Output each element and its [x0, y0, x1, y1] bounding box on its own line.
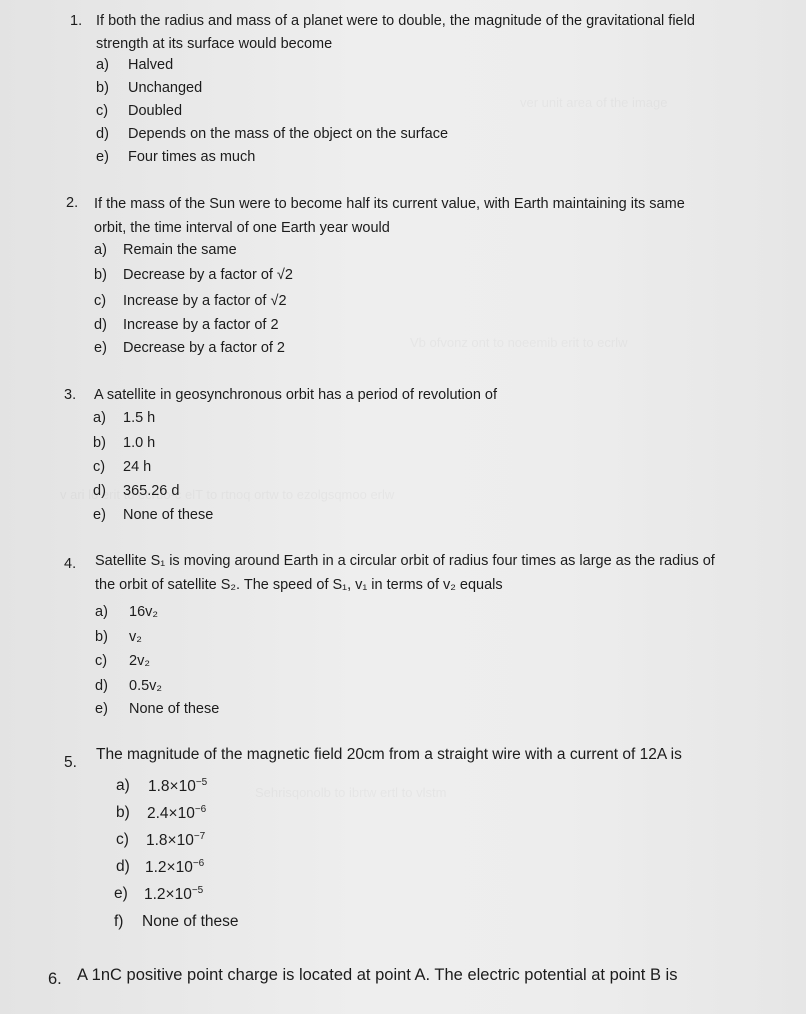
option-text: 1.0 h: [123, 435, 156, 451]
option-text: None of these: [142, 913, 239, 930]
option-text: 2v₂: [129, 653, 150, 669]
option-value: $1.2\times 10^{-5}$: [144, 885, 204, 903]
option-label: b): [94, 267, 107, 283]
option-label: c): [96, 103, 109, 119]
option-value: $2.4\times 10^{-6}$: [147, 804, 207, 822]
option-label: d): [96, 126, 109, 142]
option-text: None of these: [129, 701, 220, 717]
question-stem-line: If both the radius and mass of a planet were to double, the magnitude of the gravitational field: [96, 13, 695, 29]
option-label: a): [94, 242, 107, 258]
question-stem-line: the orbit of satellite S₂. The speed of S₁, v₁ in terms of v₂ equals: [95, 577, 503, 593]
option-label: a): [96, 57, 109, 73]
option-label: d): [116, 858, 130, 875]
question-number: 4.: [64, 556, 77, 572]
option-label: d): [95, 678, 108, 694]
option-label: c): [93, 459, 106, 475]
show-through-text: [410, 335, 628, 350]
question-stem-line: Satellite S₁ is moving around Earth in a circular orbit of radius four times as large as the radius of: [95, 553, 715, 569]
option-label: a): [93, 410, 106, 426]
option-text: Decrease by a factor of √2: [123, 267, 293, 283]
option-text: Remain the same: [123, 242, 237, 258]
question-number: 2.: [66, 195, 79, 211]
question-stem-line: strength at its surface would become: [96, 36, 333, 52]
question-stem-line: If the mass of the Sun were to become half its current value, with Earth maintaining its same: [94, 196, 685, 212]
option-text: None of these: [123, 507, 214, 523]
show-through-text: [60, 487, 394, 502]
option-text: v₂: [129, 629, 142, 645]
question-number: 6.: [48, 970, 62, 988]
option-text: Unchanged: [128, 80, 203, 96]
question-stem-line: A 1nC positive point charge is located at point A. The electric potential at point B is: [77, 966, 678, 984]
question-number: 1.: [70, 13, 83, 29]
question-number: 3.: [64, 387, 77, 403]
option-label: d): [94, 317, 107, 333]
question-stem-line: A satellite in geosynchronous orbit has a period of revolution of: [94, 387, 498, 403]
option-label: b): [95, 629, 108, 645]
option-value: $1.8\times 10^{-7}$: [146, 831, 206, 849]
option-label: e): [95, 701, 108, 717]
show-through-text: [255, 785, 446, 800]
option-text: 16v₂: [129, 604, 159, 620]
option-text: 1.5 h: [123, 410, 156, 426]
option-label: f): [114, 913, 124, 930]
question-stem-line: orbit, the time interval of one Earth year would: [94, 220, 390, 236]
show-through-text: [520, 95, 667, 110]
option-label: b): [93, 435, 106, 451]
option-label: c): [116, 831, 129, 848]
option-value: $1.8\times 10^{-5}$: [148, 777, 208, 795]
option-label: b): [96, 80, 109, 96]
option-label: c): [94, 293, 107, 309]
option-text: 365.26 d: [123, 483, 180, 499]
option-label: e): [96, 149, 109, 165]
option-text: Decrease by a factor of 2: [123, 340, 285, 356]
option-label: d): [93, 483, 106, 499]
option-text: 24 h: [123, 459, 152, 475]
option-text: Increase by a factor of √2: [123, 293, 287, 309]
option-text: Increase by a factor of 2: [123, 317, 279, 333]
option-label: e): [114, 885, 128, 902]
option-label: b): [116, 804, 130, 821]
option-text: Four times as much: [128, 149, 256, 165]
option-text: Depends on the mass of the object on the surface: [128, 126, 449, 142]
question-number: 5.: [64, 754, 77, 771]
option-label: e): [94, 340, 107, 356]
option-text: Doubled: [128, 103, 183, 119]
option-label: a): [116, 777, 130, 794]
option-label: c): [95, 653, 108, 669]
option-text: Halved: [128, 57, 174, 73]
question-stem-line: The magnitude of the magnetic field 20cm from a straight wire with a current of 12A is: [96, 746, 682, 763]
option-label: e): [93, 507, 106, 523]
option-label: a): [95, 604, 108, 620]
option-value: $1.2\times 10^{-6}$: [145, 858, 205, 876]
option-text: 0.5v₂: [129, 678, 163, 694]
